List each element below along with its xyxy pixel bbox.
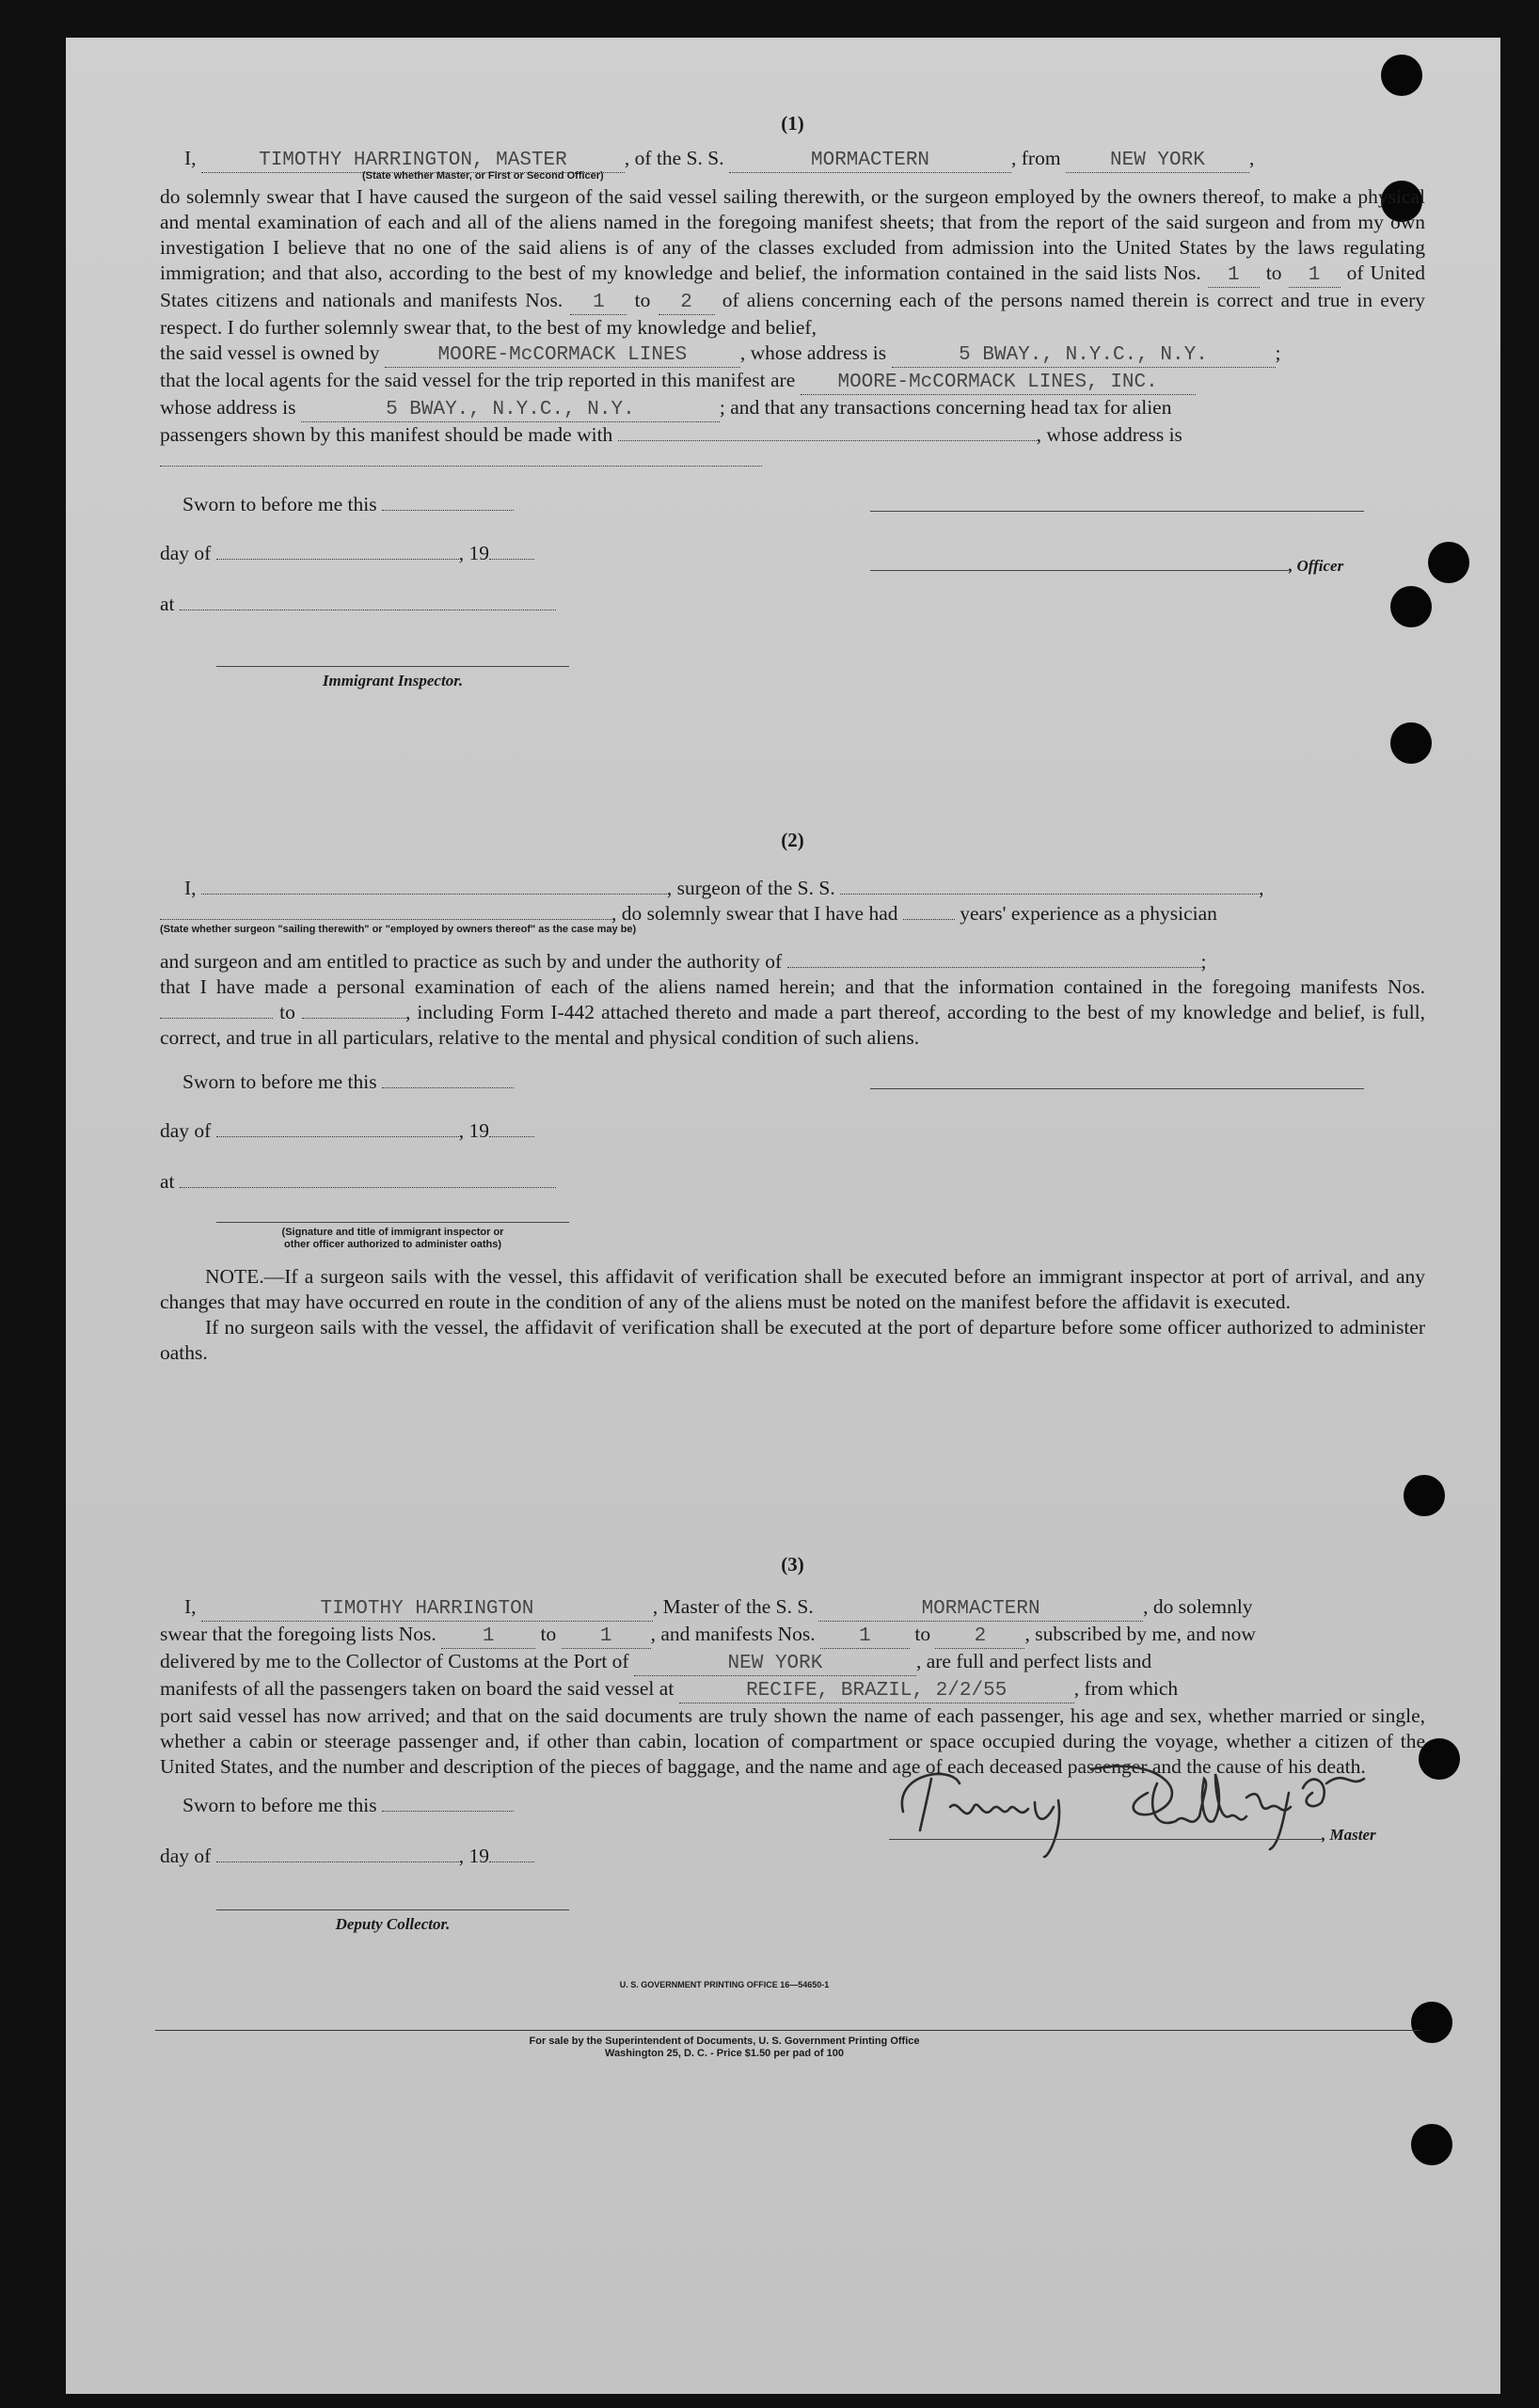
lists-from-field[interactable]: 1 xyxy=(441,1625,535,1649)
sworn-year-field[interactable] xyxy=(489,1119,534,1137)
lists-to-field[interactable]: 1 xyxy=(1289,264,1341,288)
inspector-label: Immigrant Inspector. xyxy=(322,672,464,689)
binder-hole xyxy=(1411,2002,1452,2043)
agents-address-field[interactable]: 5 BWAY., N.Y.C., N.Y. xyxy=(301,399,720,422)
binder-hole xyxy=(1381,55,1422,96)
owner-address-field[interactable]: 5 BWAY., N.Y.C., N.Y. xyxy=(892,344,1276,368)
oath-paragraph: do solemnly swear that I have caused the surgeon of the said vessel sailing therewith, or the surgeon employed by the owners thereof, to make a physical and mental examination of each and all of the aliens named in the foregoing manifest sheets; that from the report of the said surgeon and from my own investigation I believe that no one of the said aliens is of any of the classes excluded from admission into the United States by the laws regulating immigration; and that also, according to the best of my knowledge and belief, the information contained in the said lists Nos. 1 to 1 of United States citizens and nationals and manifests Nos. 1 to 2 of aliens concerning each of the persons named therein is correct and true in every respect. I do further solemnly swear that, to the best of my knowledge and belief, xyxy=(160,185,1426,339)
section-number: (3) xyxy=(781,1553,804,1576)
port-field[interactable]: NEW YORK xyxy=(634,1653,916,1676)
sworn-year-field[interactable] xyxy=(489,542,534,560)
sworn-place-field[interactable] xyxy=(180,1170,556,1188)
sworn-month-field[interactable] xyxy=(216,1119,459,1137)
manifests-from-field[interactable]: 1 xyxy=(820,1625,910,1649)
officer-caption: (State whether Master, or First or Second Officer) xyxy=(362,170,604,182)
note-paragraph: NOTE.—If a surgeon sails with the vessel, this affidavit of verification shall be executed before an immigrant inspector at port of arrival, and any changes that may have occurred en route in the condition of any of the aliens must be noted on the manifest before the affidavit is executed. xyxy=(160,1265,1425,1313)
master-label: , Master xyxy=(1322,1826,1376,1844)
lists-from-field[interactable]: 1 xyxy=(1208,264,1260,288)
master-name-field[interactable]: TIMOTHY HARRINGTON, MASTER xyxy=(201,150,625,173)
master-name-field[interactable]: TIMOTHY HARRINGTON xyxy=(201,1598,653,1622)
section-number: (2) xyxy=(781,829,804,851)
agents-field[interactable]: MOORE-McCORMACK LINES, INC. xyxy=(801,372,1196,395)
head-tax-contact-field[interactable] xyxy=(618,423,1037,441)
manifests-to-field[interactable]: 2 xyxy=(935,1625,1024,1649)
surgeon-manifests-to-field[interactable] xyxy=(302,1001,405,1019)
lists-to-field[interactable]: 1 xyxy=(562,1625,651,1649)
signature-line[interactable] xyxy=(870,511,1364,512)
gpo-code: U. S. GOVERNMENT PRINTING OFFICE 16—54650-1 xyxy=(619,1980,830,1989)
manifests-to-field[interactable]: 2 xyxy=(658,292,715,315)
sig-caption-line-1: (Signature and title of immigrant inspector or xyxy=(281,1227,504,1238)
footer-line-1: For sale by the Superintendent of Documents, U. S. Government Printing Office xyxy=(529,2036,920,2047)
sworn-month-field[interactable] xyxy=(216,1845,459,1862)
vessel-name-field[interactable]: MORMACTERN xyxy=(729,150,1011,173)
manifests-from-field[interactable]: 1 xyxy=(570,292,627,315)
sig-caption-line-2: other officer authorized to administer oaths) xyxy=(283,1239,502,1250)
footer-line-2: Washington 25, D. C. - Price $1.50 per pad of 100 xyxy=(605,2048,844,2059)
years-experience-field[interactable] xyxy=(903,902,955,920)
surgeon-manifests-from-field[interactable] xyxy=(160,1001,273,1019)
section-2-surgeon-affidavit: (2) I, , surgeon of the S. S. , , do solemnly swear that I have had years' experience as a physician (State whether surgeon "sailing therewith" or "employed by owners thereof" as the case may be) and surgeon and am entitled to practice as such by and under the authority of ; that I have made a personal examination of each of the aliens named herein; and that the information contained in the foregoing manifests Nos. to , including Form I-442 attached thereto and made a part thereof, according to the best of my knowledge and belief, is full, correct, and true in all particulars, relative to the mental and physical condition of such aliens. Sworn to before me this day of , 19 at (Signature and title of immigrant inspector or other officer authorized to administer oaths) NOTE.—If a surgeon sails with the vessel, this affidavit of verification shall be executed before an immigrant inspector at port of arrival, and any changes that may have occurred en route in the condition of any of the aliens must be noted on the manifest before the affidavit is executed. If no surgeon sails with the vessel, the affidavit of verification shall be executed at the port of departure before some officer authorized to administer oaths. xyxy=(160,829,1426,1364)
officer-label: , Officer xyxy=(1289,557,1344,575)
vessel-name-field[interactable]: MORMACTERN xyxy=(818,1598,1143,1622)
sworn-month-field[interactable] xyxy=(216,542,459,560)
authority-field[interactable] xyxy=(787,950,1201,968)
owner-field[interactable]: MOORE-McCORMACK LINES xyxy=(385,344,740,368)
surgeon-status-field[interactable] xyxy=(160,902,611,920)
head-tax-address-field[interactable] xyxy=(160,449,762,467)
sworn-place-field[interactable] xyxy=(180,593,556,610)
sworn-year-field[interactable] xyxy=(489,1845,534,1862)
surgeon-signature-line[interactable] xyxy=(870,1088,1364,1089)
binder-hole xyxy=(1404,1475,1445,1516)
note-paragraph-2: If no surgeon sails with the vessel, the affidavit of verification shall be executed at the port of departure before some officer authorized to administer oaths. xyxy=(160,1316,1425,1364)
binder-hole xyxy=(1411,2124,1452,2165)
officer-signature-field[interactable] xyxy=(870,553,1289,571)
surgeon-name-field[interactable] xyxy=(201,877,667,895)
manifest-page xyxy=(66,38,1500,2394)
footer-rule xyxy=(155,2030,1420,2031)
section-3-master-verification: (3) I, TIMOTHY HARRINGTON , Master of the S. S. MORMACTERN , do solemnly swear that the foregoing lists Nos. 1 to 1 , and manifests Nos. 1 to 2 , subscribed by me, and now delivered by me to the Collector of Customs at the Port of NEW YORK , are full and perfect lists and manifests of all the passengers taken on board the said vessel at RECIFE, BRAZIL, 2/2/55 , from which port said vessel has now arrived; and that on the said documents are truly shown the name of each passenger, his age and sex, whether married or single, whether a cabin or steerage passenger and, if other than cabin, location of compartment or space occupied during the voyage, whether a citizen of the United States, and the number and description of the pieces of baggage, and the name and age of each deceased passenger and the cause of his death. Sworn to before me this day of , 19 Deputy Collector. , Master xyxy=(160,1552,1425,1953)
sworn-day-field[interactable] xyxy=(382,1794,514,1812)
master-signature-line[interactable] xyxy=(889,1837,1322,1840)
sworn-day-field[interactable] xyxy=(382,1070,514,1088)
surgeon-vessel-field[interactable] xyxy=(840,877,1259,895)
binder-hole xyxy=(1428,542,1469,583)
section-1-master-affidavit: (1) I, TIMOTHY HARRINGTON, MASTER , of the S. S. MORMACTERN , from NEW YORK , (State whether Master, or First or Second Officer) do solemnly swear that I have caused the surgeon of the said vessel sailing therewith, or the surgeon employed by the owners thereof, to make a physical and mental examination of each and all of the aliens named in the foregoing manifest sheets; that from the report of the said surgeon and from my own investigation I believe that no one of the said aliens is of any of the classes excluded from admission into the United States by the laws regulating immigration; and that also, according to the best of my knowledge and belief, the information contained in the said lists Nos. 1 to 1 of United States citizens and nationals and manifests Nos. 1 to 2 of aliens concerning each of the persons named therein is correct and true in every respect. I do further solemnly swear that, to the best of my knowledge and belief, the said vessel is owned by MOORE-McCORMACK LINES , whose address is 5 BWAY., N.Y.C., N.Y. ; that the local agents for the said vessel for the trip reported in this manifest are MOORE-McCORMACK LINES, INC. whose address is 5 BWAY., N.Y.C., N.Y. ; and that any transactions concerning head tax for alien passengers shown by this manifest should be made with , whose address is Sworn to before me this day of , 19 at Immigrant Inspector. , Officer xyxy=(160,111,1425,699)
binder-hole xyxy=(1390,722,1432,764)
sworn-day-field[interactable] xyxy=(382,493,514,511)
collector-label: Deputy Collector. xyxy=(335,1915,451,1933)
from-port-field[interactable]: NEW YORK xyxy=(1066,150,1249,173)
surgeon-caption: (State whether surgeon "sailing therewith" or "employed by owners thereof" as the case may be) xyxy=(160,924,637,935)
boarded-at-field[interactable]: RECIFE, BRAZIL, 2/2/55 xyxy=(679,1680,1074,1703)
section-number: (1) xyxy=(781,112,804,135)
